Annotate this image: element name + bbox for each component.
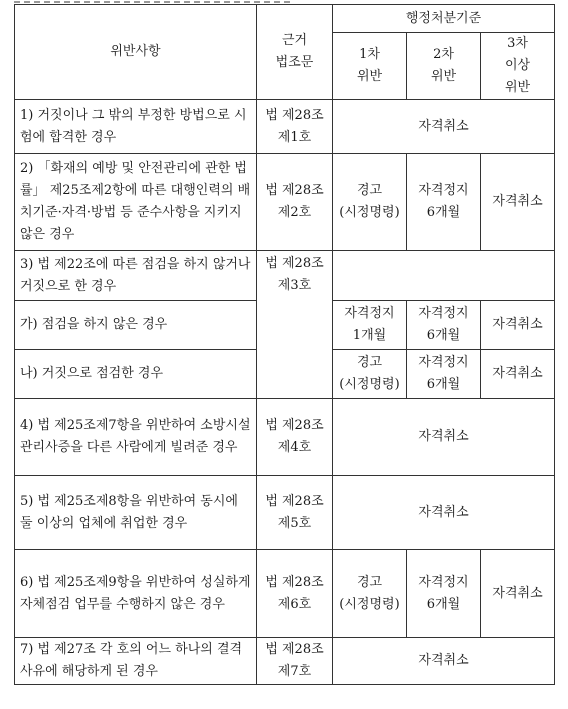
penalty-first-cell: 경고 (시정명령): [333, 550, 407, 638]
penalty-second-cell: 자격정지 6개월: [407, 154, 481, 251]
penalty-first-cell: 경고 (시정명령): [333, 350, 407, 399]
table-row: [15, 100, 555, 154]
violation-cell: 6) 법 제25조제9항을 위반하여 성실하게 자체점검 업무를 수행하지 않은 경우: [15, 550, 257, 638]
penalty-combined-cell: 자격취소: [333, 399, 555, 476]
table-row: [15, 399, 555, 476]
basis-cell: 법 제28조 제3호: [257, 251, 333, 399]
basis-cell: 법 제28조 제1호: [257, 100, 333, 154]
penalty-combined-cell: 자격취소: [333, 100, 555, 154]
violation-cell: 2) 「화재의 예방 및 안전관리에 관한 법률」 제25조제2항에 따른 대행인력의 배치기준·자격·방법 등 준수사항을 지키지 않은 경우: [15, 154, 257, 251]
violation-cell: 3) 법 제22조에 따른 점검을 하지 않거나 거짓으로 한 경우: [15, 251, 257, 301]
violation-cell: 1) 거짓이나 그 밖의 부정한 방법으로 시험에 합격한 경우: [15, 100, 257, 154]
basis-cell: 법 제28조 제7호: [257, 638, 333, 685]
document-page: [14, 0, 554, 706]
header-first-violation: 1차 위반: [333, 33, 407, 100]
violation-cell: 나) 거짓으로 점검한 경우: [15, 350, 257, 399]
penalty-combined-cell: 자격취소: [333, 476, 555, 550]
penalty-combined-cell: 자격취소: [333, 638, 555, 685]
penalty-standards-table: [14, 4, 555, 685]
basis-cell: 법 제28조 제5호: [257, 476, 333, 550]
header-legal-basis: 근거 법조문: [257, 5, 333, 100]
penalty-second-cell: 자격정지 6개월: [407, 301, 481, 350]
penalty-second-cell: 자격정지 6개월: [407, 350, 481, 399]
penalty-third-cell: 자격취소: [481, 550, 555, 638]
violation-cell: 5) 법 제25조제8항을 위반하여 동시에 둘 이상의 업체에 취업한 경우: [15, 476, 257, 550]
penalty-empty-cell: [333, 251, 555, 301]
penalty-third-cell: 자격취소: [481, 154, 555, 251]
penalty-first-cell: 경고 (시정명령): [333, 154, 407, 251]
table-row: [15, 251, 555, 301]
violation-cell: 가) 점검을 하지 않은 경우: [15, 301, 257, 350]
header-violation: 위반사항: [15, 5, 257, 100]
table-row: [15, 550, 555, 638]
violation-cell: 7) 법 제27조 각 호의 어느 하나의 결격사유에 해당하게 된 경우: [15, 638, 257, 685]
table-row: [15, 154, 555, 251]
basis-cell: 법 제28조 제6호: [257, 550, 333, 638]
header-third-violation: 3차 이상 위반: [481, 33, 555, 100]
basis-cell: 법 제28조 제2호: [257, 154, 333, 251]
table-row: [15, 638, 555, 685]
header-row: [15, 5, 555, 33]
penalty-third-cell: 자격취소: [481, 301, 555, 350]
penalty-second-cell: 자격정지 6개월: [407, 550, 481, 638]
table-row: [15, 476, 555, 550]
violation-cell: 4) 법 제25조제7항을 위반하여 소방시설관리사증을 다른 사람에게 빌려준 경우: [15, 399, 257, 476]
header-standard: 행정처분기준: [333, 5, 555, 33]
basis-cell: 법 제28조 제4호: [257, 399, 333, 476]
header-second-violation: 2차 위반: [407, 33, 481, 100]
penalty-third-cell: 자격취소: [481, 350, 555, 399]
penalty-first-cell: 자격정지 1개월: [333, 301, 407, 350]
